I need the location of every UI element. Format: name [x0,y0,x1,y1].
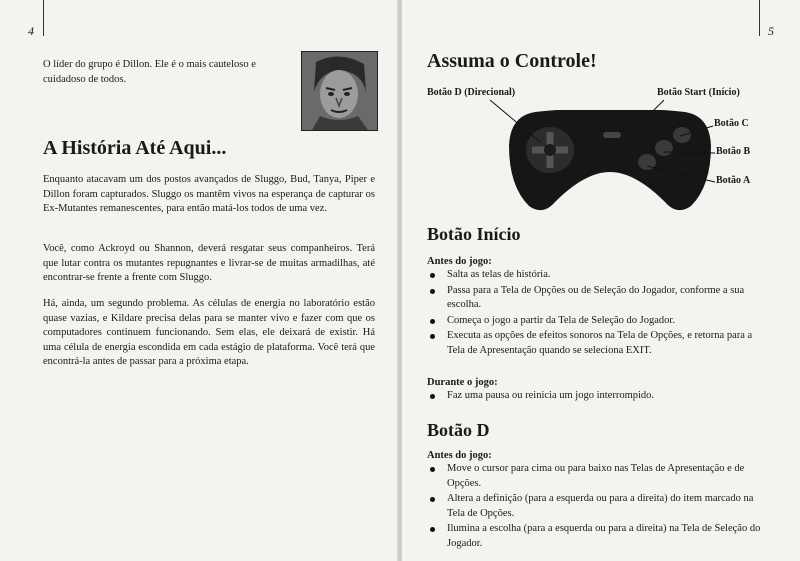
start-during-label: Durante o jogo: [427,377,498,388]
dillon-portrait [301,51,378,131]
list-item-text: Executa as opções de efeitos sonoros na Tela de Opções, e retorna para a Tela de Apresentação quando se seleciona EXIT. [447,330,753,356]
list-item [427,389,762,404]
story-section-title: A História Até Aqui... [43,137,227,159]
story-paragraph-1 [43,173,375,217]
dpad-section-title: Botão D [427,420,490,440]
story-paragraph-1-text: Enquanto atacavam um dos postos avançados de Sluggo, Bud, Tanya, Piper e Dillon foram capturados. Sluggo os mantêm vivos na esperança de capturar os Ex-Mutantes remanescentes, para então matá-los todos de uma vez. [43,174,375,214]
list-item [427,329,762,358]
start-before-list [427,268,762,358]
bullet-icon [430,497,435,502]
list-item-text: Ilumina a escolha (para a esquerda ou para a direita) na Tela de Seleção do Jogador. [447,523,761,549]
start-before-label: Antes do jogo: [427,256,492,267]
intro-text: O líder do grupo é Dillon. Ele é o mais cauteloso e cuidadoso de todos. [43,59,256,85]
list-item-text: Salta as telas de história. [447,269,551,280]
story-paragraph-2-text: Você, como Ackroyd ou Shannon, deverá resgatar seus companheiros. Terá que lutar contra os mutantes repugnantes e livrar-se de muitas armadilhas, até encontrar-se frente a frente com Sluggo. [43,243,375,283]
dillon-face-icon [302,52,377,130]
controller-leader-lines [402,80,800,200]
list-item-text: Começa o jogo a partir da Tela de Seleção do Jogador. [447,314,675,326]
start-before-block [427,256,762,359]
dpad-before-block [427,450,762,552]
start-during-list [427,389,762,404]
a-button-label: Botão A [716,175,751,186]
list-item [427,268,762,283]
list-item [427,492,762,521]
story-paragraph-3-text: Há, ainda, um segundo problema. As células de energia no laboratório estão quase vazias, e Kildare precisa delas para se manter vivo e fazer com que os computadores continuem funcionando. Sem elas, ele deixará de existir. Há uma célula de energia escondida em cada estágio de plataforma. Você terá que encontrá-la antes de passar para a próxima etapa. [43,298,375,367]
start-during-block [427,377,762,405]
list-item [427,284,762,313]
right-edge-line [759,0,760,36]
list-item-text: Move o cursor para cima ou para baixo nas Telas de Apresentação e de Opções. [447,463,745,489]
right-page-number: 5 [768,24,774,38]
dpad-label: Botão D (Direcional) [427,87,516,98]
left-edge-line [43,0,44,36]
bullet-icon [430,334,435,339]
list-item-text: Faz uma pausa ou reinicia um jogo interrompido. [447,390,655,401]
bullet-icon [430,319,435,324]
list-item [427,314,762,329]
c-button-label: Botão C [714,118,749,129]
dpad-before-list [427,462,762,551]
b-button-label: Botão B [716,146,751,157]
bullet-icon [430,289,435,294]
list-item-text: Altera a definição (para a esquerda ou para a direita) do item marcado na Tela de Opções. [447,493,754,519]
list-item-text: Passa para a Tela de Opções ou de Seleção do Jogador, conforme a sua escolha. [447,284,745,310]
bullet-icon [430,527,435,532]
bullet-icon [430,273,435,278]
left-page-number: 4 [28,24,34,38]
bullet-icon [430,467,435,472]
intro-block [43,58,291,87]
list-item [427,522,762,551]
start-button-label: Botão Start (Início) [657,87,740,98]
list-item [427,462,762,491]
control-section-title: Assuma o Controle! [427,50,597,72]
dpad-before-label: Antes do jogo: [427,450,492,461]
story-paragraph-2 [43,242,375,286]
story-paragraph-3 [43,297,375,370]
start-section-title: Botão Início [427,224,521,244]
bullet-icon [430,394,435,399]
